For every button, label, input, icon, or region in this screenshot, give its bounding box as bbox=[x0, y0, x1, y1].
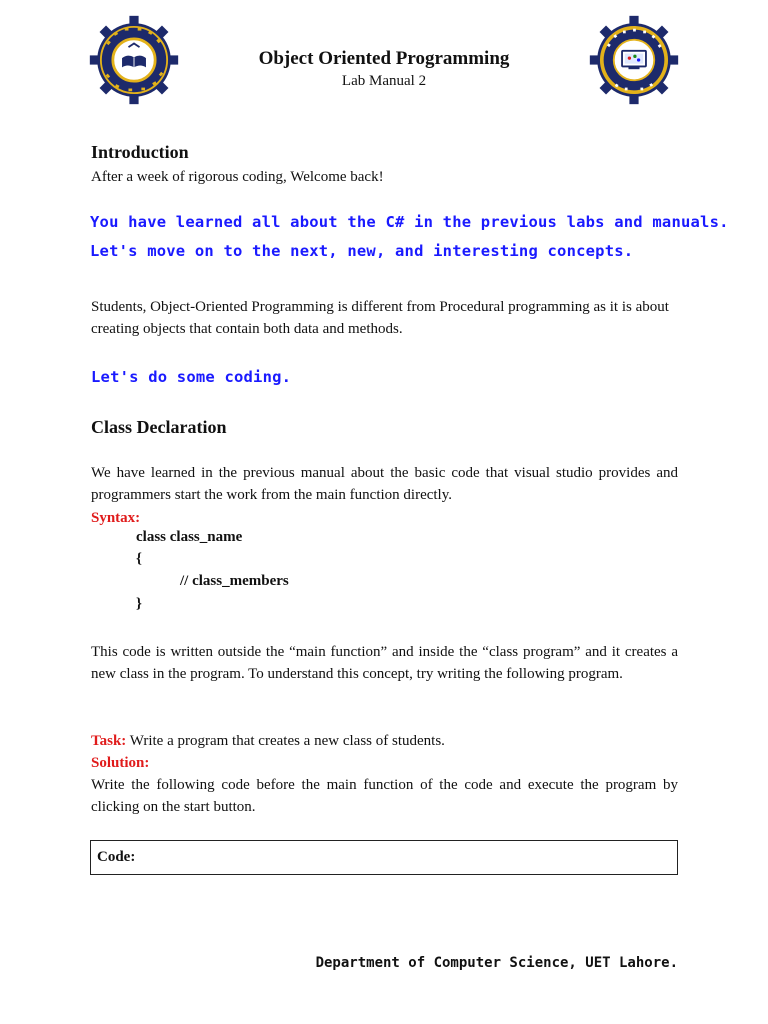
task-text: Write a program that creates a new class of students. bbox=[126, 733, 445, 749]
solution-text: Write the following code before the main function of the code and execute the program by clicking on the start button. bbox=[91, 777, 678, 815]
code-box bbox=[90, 840, 678, 875]
syntax-code-line: class class_name bbox=[136, 529, 243, 545]
class-declaration-paragraph: We have learned in the previous manual about the basic code that visual studio provides and programmers start the work from the main function directly. bbox=[91, 465, 678, 503]
class-declaration-heading: Class Declaration bbox=[91, 417, 227, 437]
oop-paragraph: Students, Object-Oriented Programming is different from Procedural programming as it is about creating objects that contain both data and methods. bbox=[91, 299, 669, 337]
document-subtitle: Lab Manual 2 bbox=[341, 73, 427, 89]
introduction-heading: Introduction bbox=[91, 142, 189, 162]
document-title: Object Oriented Programming bbox=[258, 48, 510, 69]
code-box-label: Code: bbox=[97, 849, 136, 865]
highlight-line-1: You have learned all about the C# in the previous labs and manuals. bbox=[90, 213, 729, 231]
syntax-code-line: // class_members bbox=[180, 573, 289, 589]
footer-department: Department of Computer Science, UET Lahore. bbox=[315, 955, 678, 971]
solution-label: Solution: bbox=[91, 755, 150, 771]
highlight-line-2: Let's move on to the next, new, and interesting concepts. bbox=[90, 242, 634, 260]
task-label: Task: bbox=[91, 733, 127, 749]
syntax-code-line: } bbox=[136, 596, 142, 612]
task-line bbox=[91, 730, 678, 752]
class-explanation-paragraph: This code is written outside the “main function” and inside the “class program” and it creates a new class in the program. To understand this concept, try writing the following program. bbox=[91, 644, 678, 682]
welcome-text: After a week of rigorous coding, Welcome back! bbox=[91, 169, 384, 185]
syntax-code-line: { bbox=[136, 551, 142, 567]
coding-prompt: Let's do some coding. bbox=[91, 368, 292, 386]
syntax-label: Syntax: bbox=[91, 510, 141, 526]
